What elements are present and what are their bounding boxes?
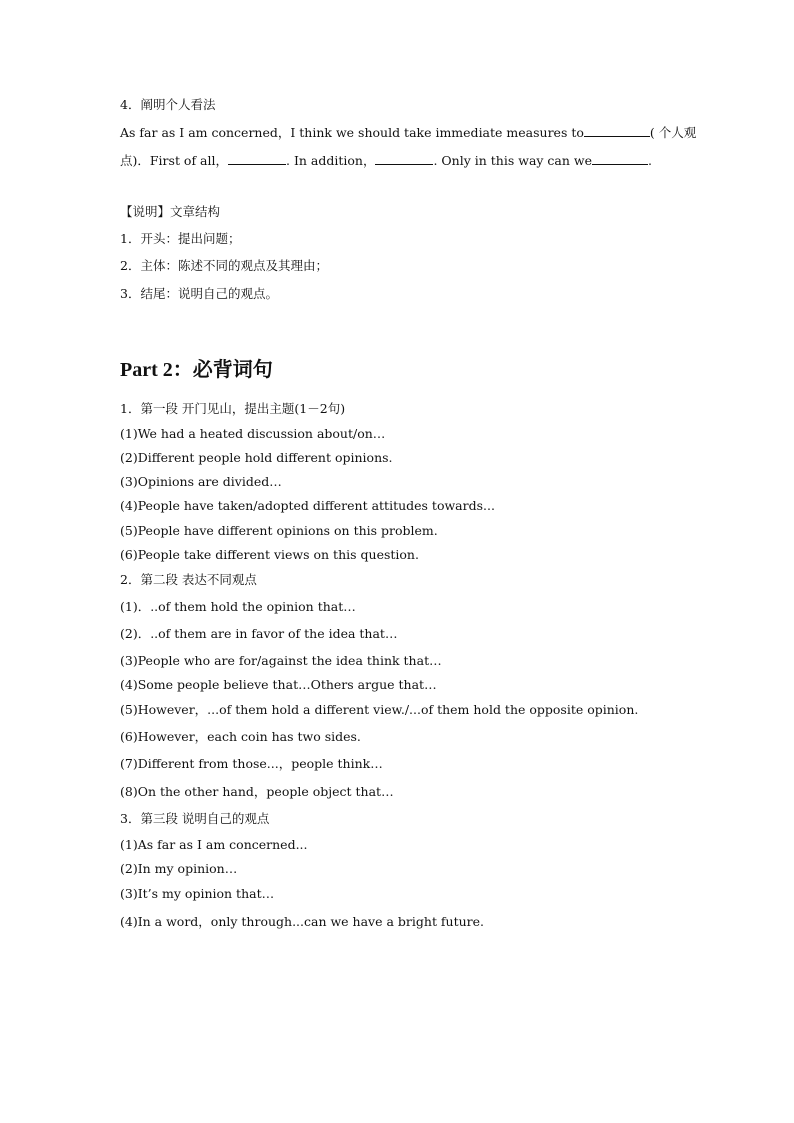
section-4-line-1 <box>120 124 696 142</box>
phrase-item: (4)In a word，only through...can we have a bright future. <box>120 914 485 929</box>
phrase-item: (3)Opinions are divided… <box>120 474 282 489</box>
section-4-title: 4．阐明个人看法 <box>120 97 216 112</box>
note-title: 【说明】文章结构 <box>120 204 221 219</box>
phrase-item: (5)However，...of them hold a different view./...of them hold the opposite opinion. <box>120 702 639 717</box>
phrase-item: (8)On the other hand，people object that… <box>120 784 394 799</box>
phrase-item: (3)People who are for/against the idea think that… <box>120 653 442 668</box>
fill-blank <box>375 152 433 165</box>
phrase-item: (3)It’s my opinion that… <box>120 886 275 901</box>
phrase-item: (6)However，each coin has two sides. <box>120 729 361 744</box>
fill-blank <box>592 152 648 165</box>
template-sentence-1-tail: ( 个人观 <box>649 125 697 140</box>
phrase-item: (2)．..of them are in favor of the idea that… <box>120 626 398 641</box>
phrase-item: (2)In my opinion… <box>120 861 238 876</box>
note-item: 2．主体：陈述不同的观点及其理由； <box>120 258 328 273</box>
phrase-item: (1)．..of them hold the opinion that… <box>120 599 356 614</box>
phrase-item: (7)Different from those...，people think… <box>120 756 383 771</box>
phrase-item: (1)As far as I am concerned... <box>120 837 308 852</box>
part-2-heading: Part 2：必背词句 <box>120 359 273 381</box>
template-sentence-2b: . In addition， <box>286 153 376 168</box>
template-sentence-2a: 点)．First of all， <box>120 153 229 168</box>
note-item: 3．结尾：说明自己的观点。 <box>120 286 278 301</box>
phrase-item: (6)People take different views on this question. <box>120 547 419 562</box>
note-item: 1．开头：提出问题； <box>120 231 241 246</box>
paragraph-2-title: 2．第二段 表达不同观点 <box>120 572 257 587</box>
phrase-item: (1)We had a heated discussion about/on… <box>120 426 386 441</box>
template-sentence-2c: . Only in this way can we <box>433 153 593 168</box>
fill-blank <box>228 152 286 165</box>
fill-blank <box>584 124 650 137</box>
paragraph-3-title: 3．第三段 说明自己的观点 <box>120 811 270 826</box>
template-sentence-1: As far as I am concerned，I think we should take immediate measures to <box>120 125 584 140</box>
phrase-item: (4)Some people believe that…Others argue that… <box>120 677 437 692</box>
section-4-line-2 <box>120 152 652 170</box>
phrase-item: (2)Different people hold different opinions. <box>120 450 393 465</box>
phrase-item: (5)People have different opinions on this problem. <box>120 523 438 538</box>
template-sentence-2d: . <box>648 153 652 168</box>
phrase-item: (4)People have taken/adopted different attitudes towards... <box>120 498 495 513</box>
paragraph-1-title: 1．第一段 开门见山，提出主题(1－2句) <box>120 401 346 416</box>
